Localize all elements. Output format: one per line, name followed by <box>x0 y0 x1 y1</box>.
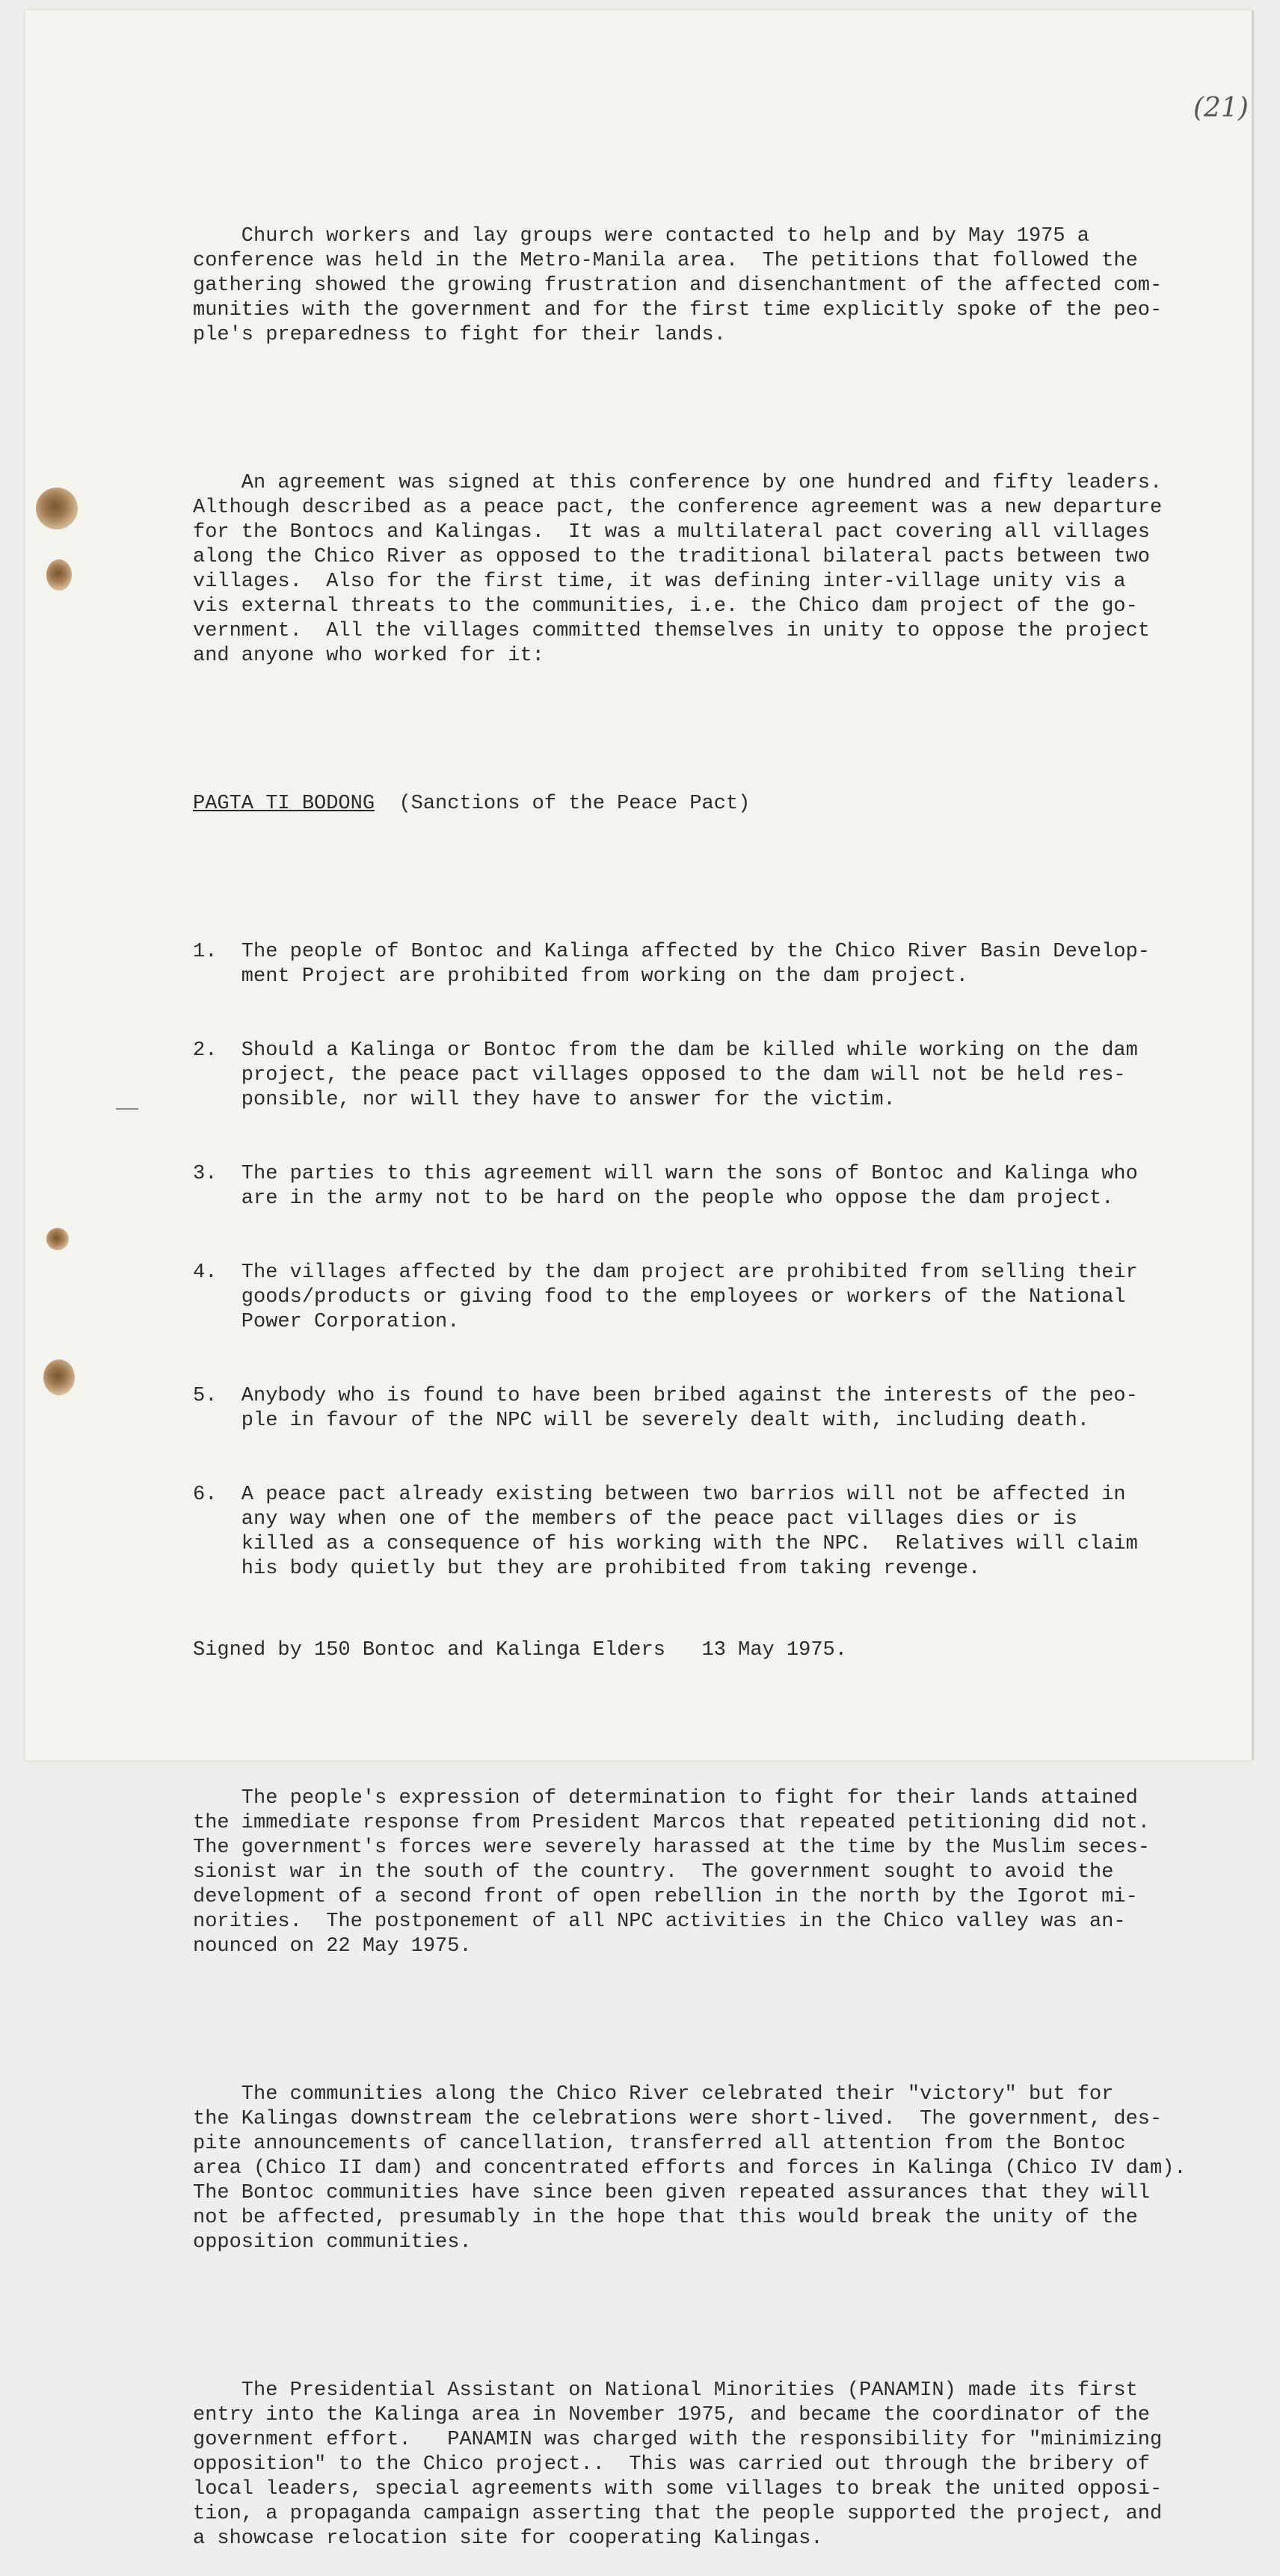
punch-hole-4 <box>43 1359 75 1395</box>
document-body <box>193 175 1202 2576</box>
pact-item-1: 1. The people of Bontoc and Kalinga affected by the Chico River Basin Develop- ment Project are prohibited from working on the dam project. <box>193 941 1151 988</box>
pact-subtitle: (Sanctions of the Peace Pact) <box>375 793 751 815</box>
paragraph-2: An agreement was signed at this conference by one hundred and fifty leaders. Although described as a peace pact, the conference agreement was a new departure for the Bontocs and Kalingas. It was a multilateral pact covering all villages along the Chico River as opposed to the traditional bilateral pacts between two villages. Also for the first time, it was defining inter-village unity vis a vis external threats to the communities, i.e. the Chico dam project of the go- vernment. All the villages committed themselves in unity to oppose the project and anyone who worked for it: <box>193 472 1163 667</box>
page-number: (21) <box>1193 93 1249 123</box>
page-edge <box>1252 10 1254 1760</box>
paragraph-1: Church workers and lay groups were contacted to help and by May 1975 a conference was held in the Metro-Manila area. The petitions that followed the gathering showed the growing frustration and disenchantment of the affected com- munities with the government and for the first time explicitly spoke of the peo- ple's preparedness to fight for their lands. <box>193 225 1163 346</box>
punch-hole-2 <box>46 559 72 591</box>
pact-item-3: 3. The parties to this agreement will warn the sons of Bontoc and Kalinga who are in the army not to be hard on the people who oppose the dam project. <box>193 1163 1138 1210</box>
pact-item-2: 2. Should a Kalinga or Bontoc from the dam be killed while working on the dam project, the peace pact villages opposed to the dam will not be held res- ponsible, nor will they have to answer for the victim. <box>193 1039 1138 1111</box>
pact-item-6: 6. A peace pact already existing between two barrios will not be affected in any way when one of the members of the peace pact villages dies or is killed as a consequence of his working with the NPC. Relatives will claim his body quietly but they are prohibited from taking revenge. <box>193 1484 1138 1580</box>
punch-hole-3 <box>46 1228 69 1250</box>
pact-item-5: 5. Anybody who is found to have been bribed against the interests of the peo- ple in favour of the NPC will be severely dealt with, including death. <box>193 1385 1138 1432</box>
signed-line: Signed by 150 Bontoc and Kalinga Elders 13 May 1975. <box>193 1639 847 1662</box>
stray-pen-mark <box>116 1108 138 1110</box>
pact-title: PAGTA TI BODONG <box>193 793 375 815</box>
paragraph-4: The communities along the Chico River celebrated their "victory" but for the Kalingas downstream the celebrations were short-lived. The government, des- pite announcements of cancellation, transferred all attention from the Bontoc area (Chico II dam) and concentrated efforts and forces in Kalinga (Chico IV dam). The Bontoc communities have since been given repeated assurances that they will not be affected, presumably in the hope that this would break the unity of the opposition communities. <box>193 2083 1187 2254</box>
paragraph-3: The people's expression of determination to fight for their lands attained the immediate response from President Marcos that repeated petitioning did not. The government's forces were severely harassed at the time by the Muslim seces- sionist war in the south of the country. The government sought to avoid the development of a second front of open rebellion in the north by the Igorot mi- norities. The postponement of all NPC activities in the Chico valley was an- nounced on 22 May 1975. <box>193 1787 1151 1958</box>
paragraph-5: The Presidential Assistant on National Minorities (PANAMIN) made its first entry into the Kalinga area in November 1975, and became the coordinator of the government effort. PANAMIN was charged with the responsibility for "minimizing opposition" to the Chico project.. This was carried out through the bribery of local leaders, special agreements with some villages to break the united opposi- tion, a propaganda campaign asserting that the people supported the project, and a showcase relocation site for cooperating Kalingas. <box>193 2379 1163 2550</box>
pact-item-4: 4. The villages affected by the dam project are prohibited from selling their goods/products or giving food to the employees or workers of the National Power Corporation. <box>193 1261 1138 1333</box>
punch-hole-1 <box>36 488 78 529</box>
pact-heading <box>193 792 1202 817</box>
